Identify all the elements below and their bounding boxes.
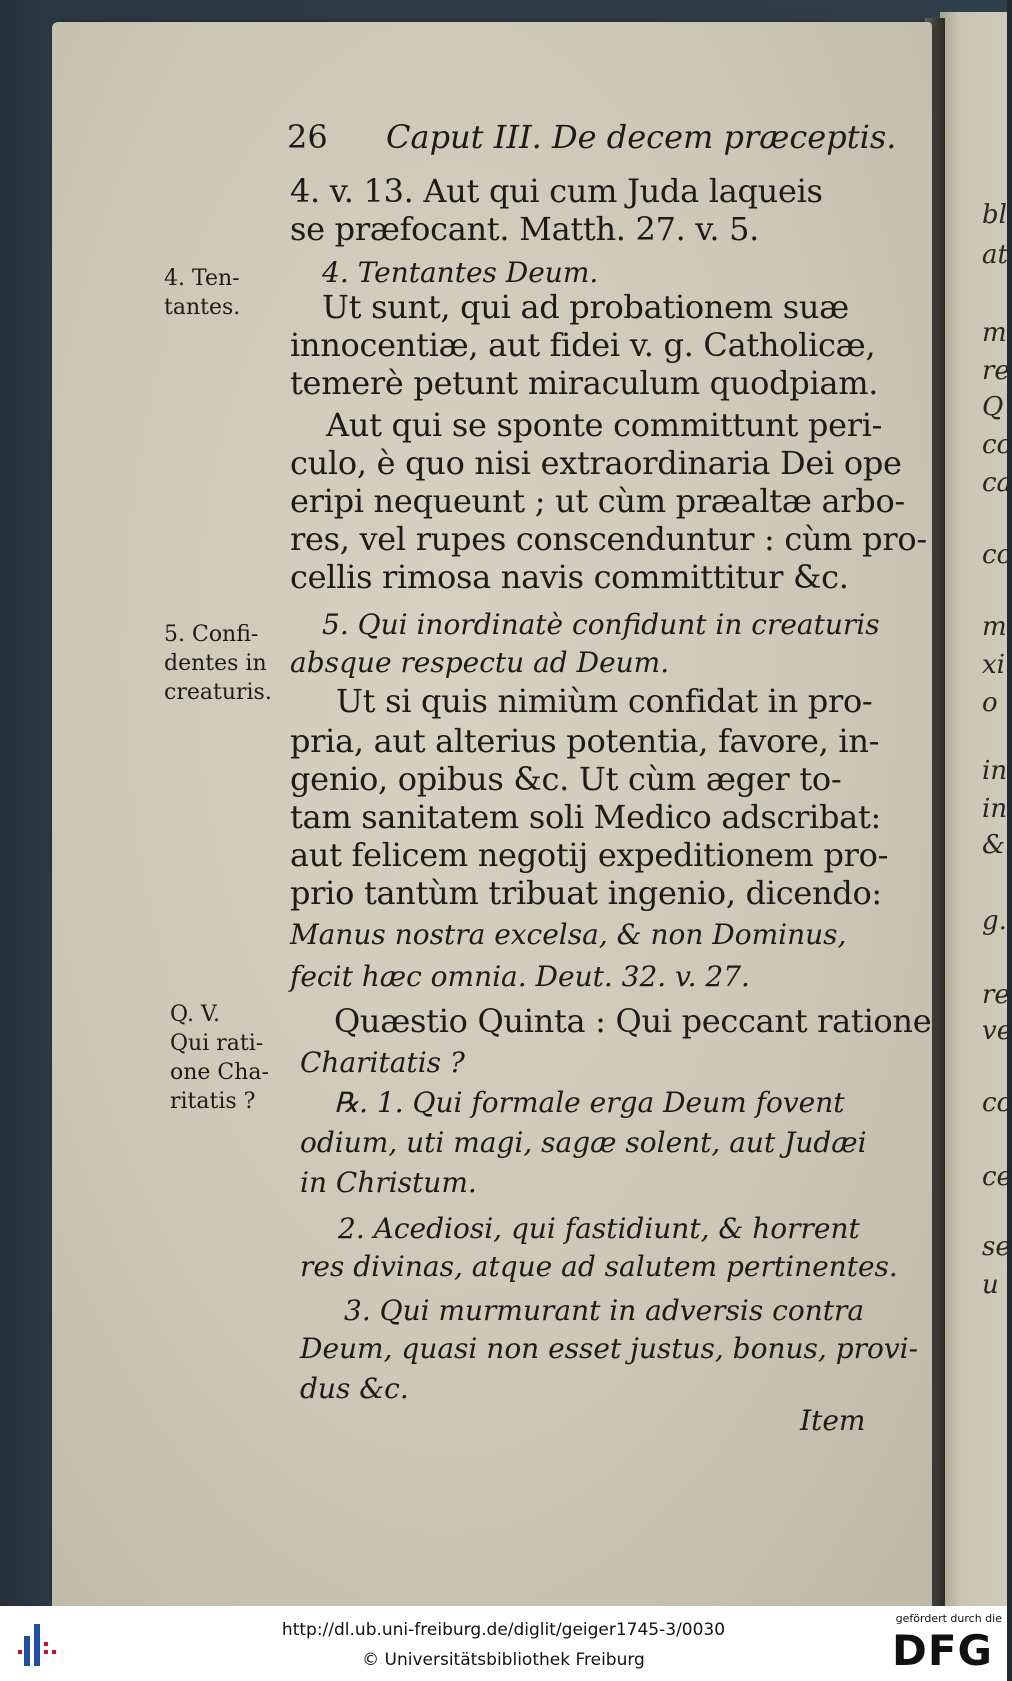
dfg-logo [890,1612,1002,1678]
next-page-fragment: ce [982,1162,1012,1192]
next-page-fragment: cc [982,1088,1012,1118]
text-line: Aut qui se sponte committunt peri- [326,406,883,444]
text-line: temerè petunt miraculum quodpiam. [290,364,879,402]
next-page-fragment: at [982,240,1008,270]
section-heading: 5. Qui inordinatè confidunt in creaturis [322,608,880,641]
next-page-fragment: cc [982,430,1012,460]
next-page-fragment: o [982,688,998,718]
footer-bar [0,1606,1007,1681]
next-page-fragment: m [982,612,1007,642]
text-line: innocentiæ, aut fidei v. g. Catholicæ, [290,326,876,364]
text-line: res divinas, atque ad salutem pertinentes. [300,1250,898,1283]
next-page-fragment: Q [982,392,1004,422]
text-line: pria, aut alterius potentia, favore, in- [290,722,880,760]
next-page-fragment: se [982,1232,1011,1262]
source-url[interactable]: http://dl.ub.uni-freiburg.de/diglit/geiger1745-3/0030 [281,1620,726,1640]
text-line: odium, uti magi, sagæ solent, aut Judæi [300,1126,867,1159]
next-page-fragment: ve [982,1016,1012,1046]
next-page-fragment: m [982,318,1007,348]
quotation-line: fecit hæc omnia. Deut. 32. v. 27. [290,960,750,993]
margin-note: 4. Ten- tantes. [164,266,241,320]
section-heading: 4. Tentantes Deum. [322,256,599,289]
next-page-fragment: xi [982,650,1005,680]
text-line: Deum, quasi non esset justus, bonus, provi- [300,1332,919,1365]
text-line: ℞. 1. Qui formale erga Deum fovent [334,1086,845,1119]
next-page-fragment: in [982,794,1008,824]
text-line: cellis rimosa navis committitur &c. [290,558,849,596]
text-line: prio tantùm tribuat ingenio, dicendo: [290,874,882,912]
catchword: Item [800,1404,866,1437]
next-page-fragment: cc [982,540,1012,570]
text-line: in Christum. [300,1166,477,1199]
text-line: Charitatis ? [300,1046,465,1079]
next-page-fragment: ca [982,468,1012,498]
page-number: 26 [287,118,328,156]
next-page-fragment: bl [982,200,1007,230]
margin-note: Q. V. Qui rati- one Cha- ritatis ? [170,1002,269,1114]
next-page-fragment: re [982,356,1010,386]
section-heading: absque respectu ad Deum. [290,646,670,679]
copyright-notice: © Universitätsbibliothek Freiburg [362,1650,645,1670]
margin-note: 5. Confi- dentes in creaturis. [164,622,272,705]
next-page-fragment: & [982,830,1006,860]
text-line: Ut si quis nimiùm confidat in pro- [336,682,873,720]
dfg-wordmark: DFG [892,1626,994,1675]
text-line: 2. Acediosi, qui fastidiunt, & horrent [338,1212,860,1245]
text-line: culo, è quo nisi extraordinaria Dei ope [290,444,902,482]
dfg-funding-label: gefördert durch die [895,1612,1002,1625]
text-line: aut felicem negotij expeditionem pro- [290,836,889,874]
next-page-fragment: re [982,980,1010,1010]
question-heading: Quæstio Quinta : Qui peccant ratione [334,1002,932,1040]
next-page-fragment: g. [982,906,1007,936]
next-page-fragment: u [982,1270,999,1300]
running-title: Caput III. De decem præceptis. [386,118,897,156]
next-page-fragment: in [982,756,1008,786]
quotation-line: Manus nostra excelsa, & non Dominus, [290,918,847,951]
text-line: 4. v. 13. Aut qui cum Juda laqueis [290,172,823,210]
text-line: res, vel rupes conscenduntur : cùm pro- [290,520,927,558]
text-line: 3. Qui murmurant in adversis contra [344,1294,865,1327]
text-line: se præfocant. Matth. 27. v. 5. [290,210,760,248]
text-line: eripi nequeunt ; ut cùm præaltæ arbo- [290,482,905,520]
text-line: Ut sunt, qui ad probationem suæ [322,288,849,326]
text-line: genio, opibus &c. Ut cùm æger to- [290,760,842,798]
text-line: dus &c. [300,1372,409,1405]
text-line: tam sanitatem soli Medico adscribat: [290,798,881,836]
